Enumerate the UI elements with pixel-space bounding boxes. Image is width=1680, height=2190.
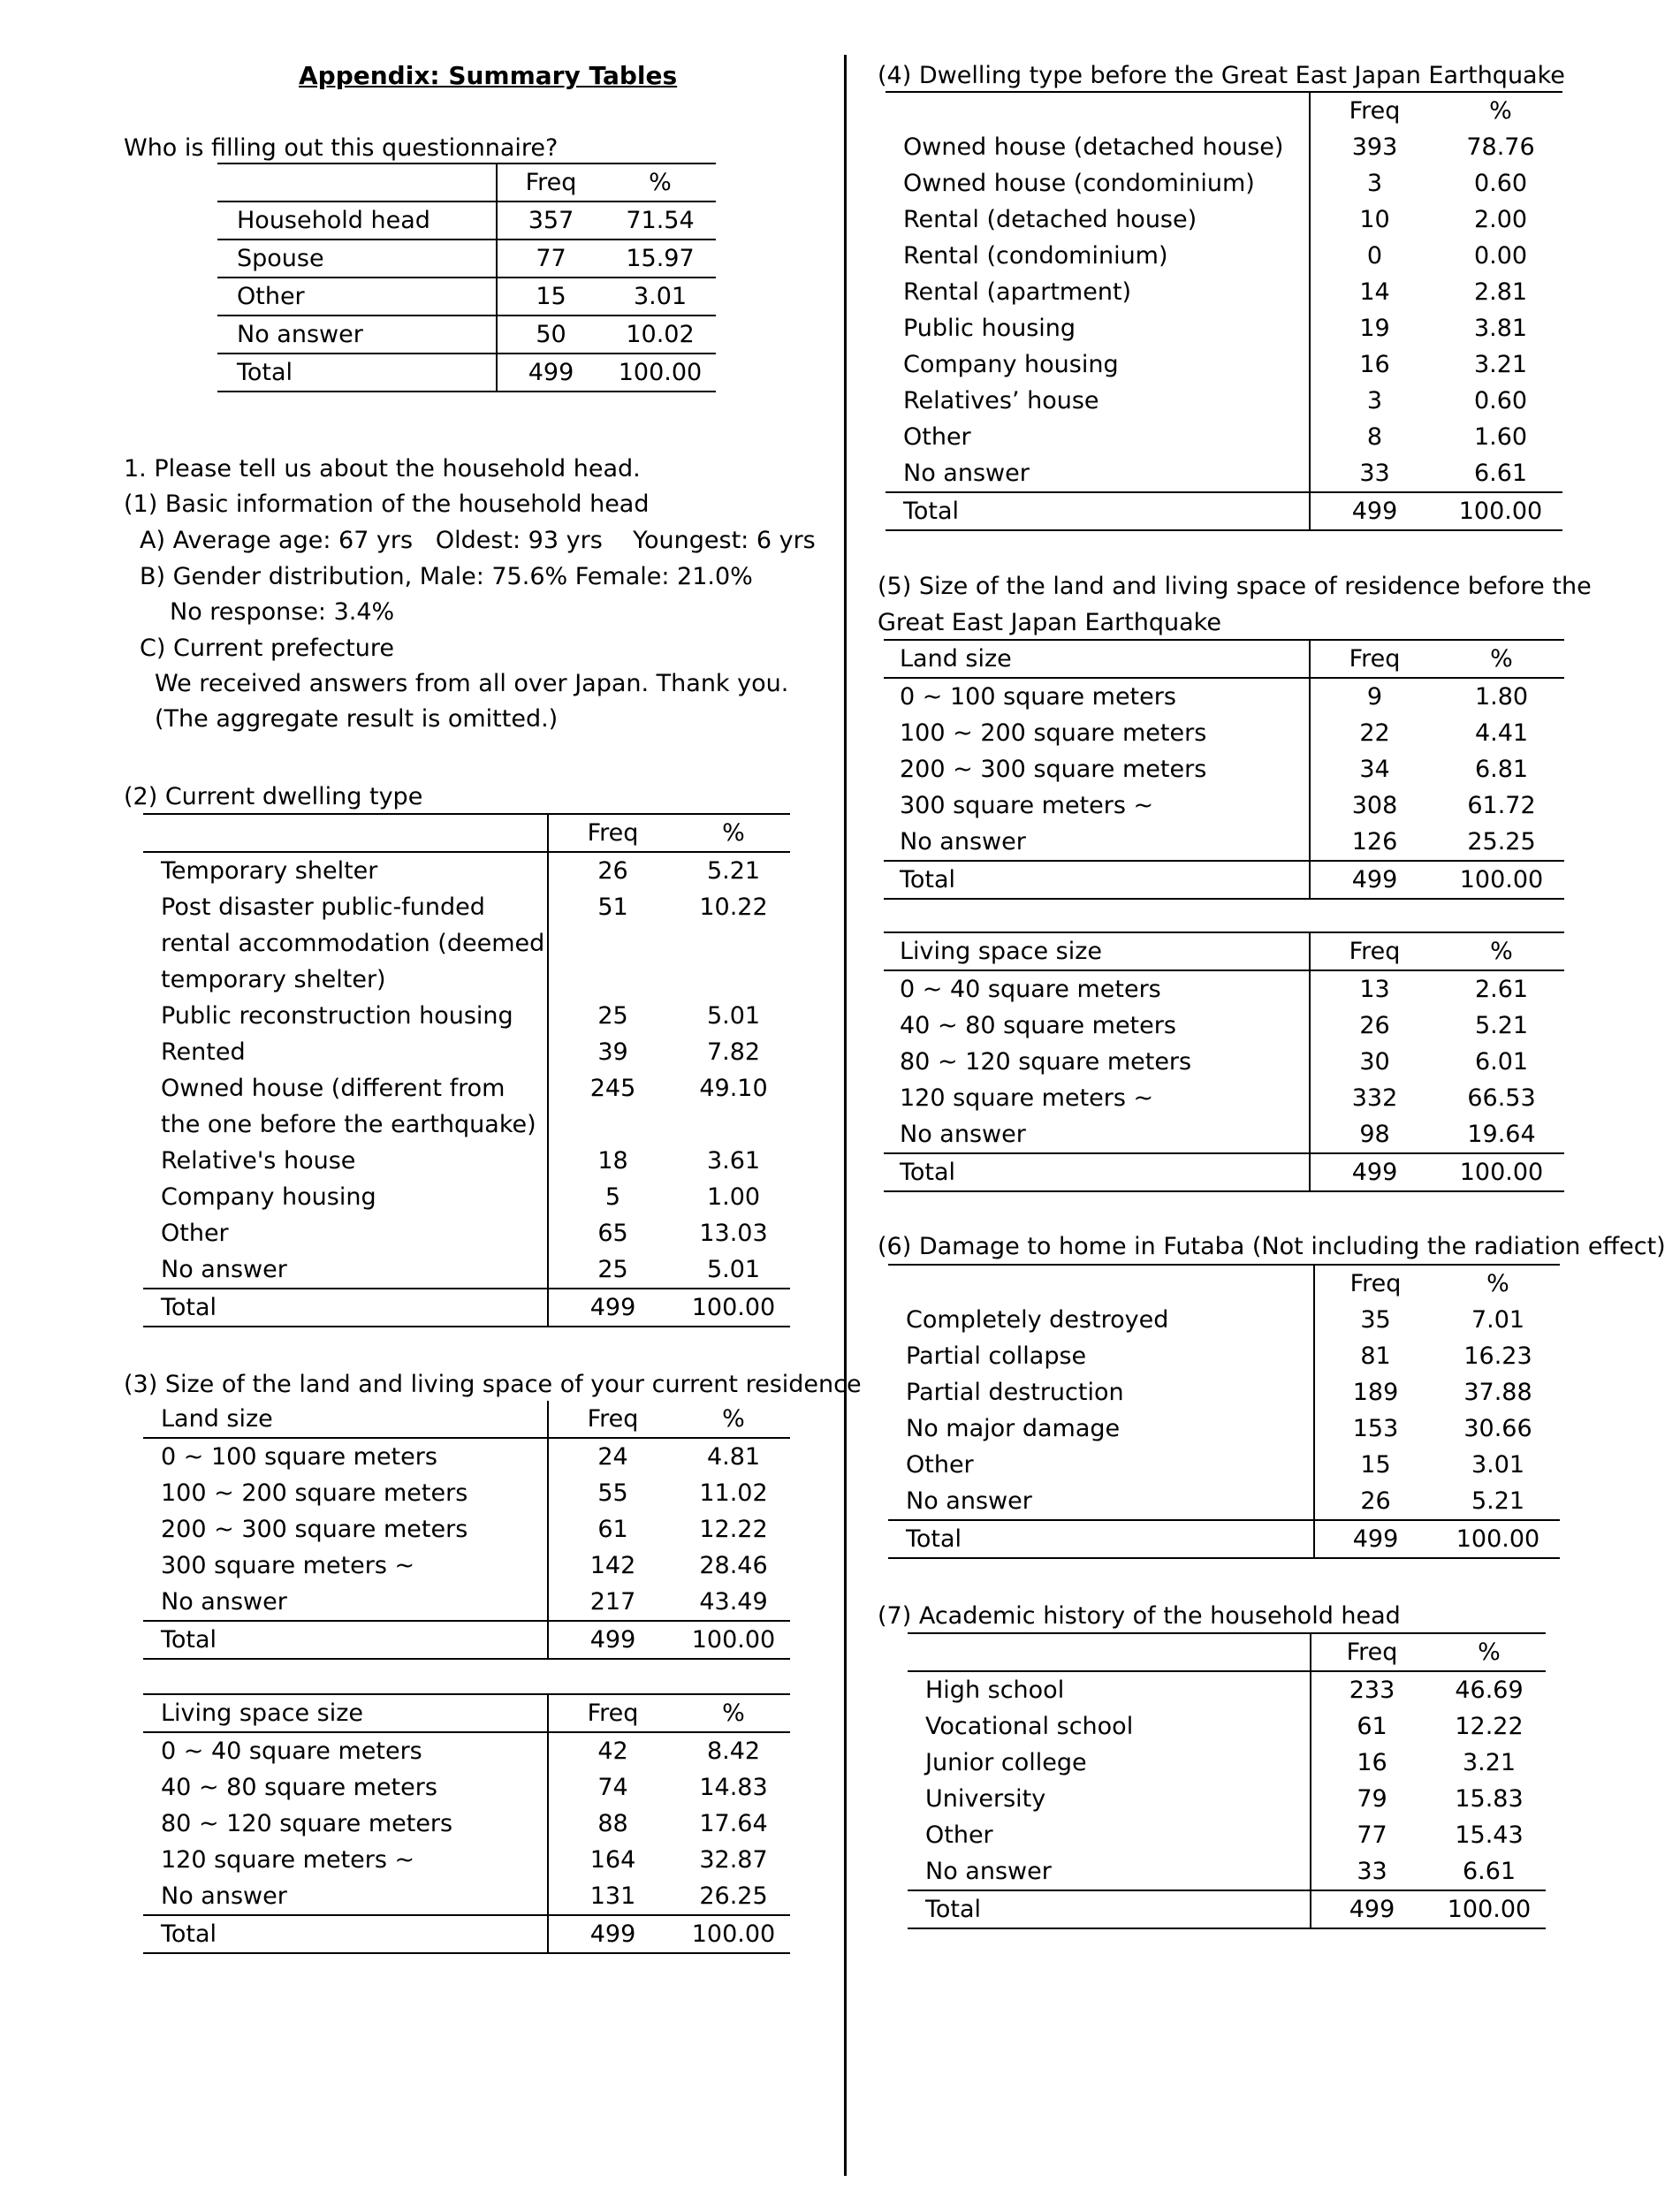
section1-line: (1) Basic information of the household head xyxy=(124,490,650,518)
table-row: 100 ~ 200 square meters 55 11.02 xyxy=(143,1475,790,1511)
table-header-row: Freq % xyxy=(908,1633,1546,1671)
table-header-row: Freq % xyxy=(886,92,1562,129)
col-freq: Freq xyxy=(497,163,604,202)
table-row: Owned house (condominium) 3 0.60 xyxy=(886,165,1562,202)
table-row: Partial destruction 189 37.88 xyxy=(888,1374,1560,1411)
table-row: No answer 217 43.49 xyxy=(143,1584,790,1621)
filler-heading: Who is filling out this questionnaire? xyxy=(124,134,559,162)
table-row: Relatives’ house 3 0.60 xyxy=(886,383,1562,419)
table-row: Relative's house 18 3.61 xyxy=(143,1143,790,1179)
table-row: 40 ~ 80 square meters 26 5.21 xyxy=(884,1008,1564,1044)
table-row: Rental (condominium) 0 0.00 xyxy=(886,238,1562,274)
table-row: No answer 25 5.01 xyxy=(143,1251,790,1289)
q7-table xyxy=(908,1632,1546,1929)
q5-living-table xyxy=(884,932,1564,1192)
table-header-row: Freq % xyxy=(143,814,790,852)
table-row: Junior college 16 3.21 xyxy=(908,1745,1546,1781)
table-total-row: Total 499 100.00 xyxy=(143,1621,790,1659)
col-pct: % xyxy=(604,163,716,202)
table-row: 0 ~ 100 square meters 24 4.81 xyxy=(143,1438,790,1475)
table-row: 120 square meters ~ 332 66.53 xyxy=(884,1080,1564,1116)
table-row: 0 ~ 40 square meters 42 8.42 xyxy=(143,1732,790,1769)
table-row: 300 square meters ~ 142 28.46 xyxy=(143,1547,790,1584)
table-row: No answer 126 25.25 xyxy=(884,824,1564,861)
table-total-row: Total 499 100.00 xyxy=(217,354,716,392)
section1-line: A) Average age: 67 yrs Oldest: 93 yrs Youngest: 6 yrs xyxy=(140,527,816,554)
q3-living-table xyxy=(143,1693,790,1954)
table-row: No answer 26 5.21 xyxy=(888,1483,1560,1520)
table-row: Other 15 3.01 xyxy=(217,278,716,316)
section1-line: C) Current prefecture xyxy=(140,635,394,662)
table-row: Rental (apartment) 14 2.81 xyxy=(886,274,1562,310)
table-row: Public reconstruction housing 25 5.01 xyxy=(143,998,790,1034)
filler-table xyxy=(217,163,716,392)
table-row: Spouse 77 15.97 xyxy=(217,240,716,278)
table-total-row: Total 499 100.00 xyxy=(886,492,1562,530)
table-row: 0 ~ 40 square meters 13 2.61 xyxy=(884,970,1564,1008)
table-total-row: Total 499 100.00 xyxy=(888,1520,1560,1558)
table-row: No answer 131 26.25 xyxy=(143,1878,790,1915)
q2-heading: (2) Current dwelling type xyxy=(124,783,423,810)
page-title: Appendix: Summary Tables xyxy=(299,61,678,90)
q4-table xyxy=(886,91,1562,531)
table-header-row: Living space size Freq % xyxy=(143,1694,790,1732)
table-row: the one before the earthquake) xyxy=(143,1106,790,1143)
q5-heading-line2: Great East Japan Earthquake xyxy=(878,609,1221,636)
table-row: No answer 50 10.02 xyxy=(217,316,716,354)
table-header-row xyxy=(217,163,716,202)
q3-heading: (3) Size of the land and living space of your current residence xyxy=(124,1371,862,1398)
table-row: Owned house (detached house) 393 78.76 xyxy=(886,129,1562,165)
column-divider xyxy=(844,55,847,2176)
table-row: Other 65 13.03 xyxy=(143,1215,790,1251)
table-row: Company housing 16 3.21 xyxy=(886,346,1562,383)
table-row: University 79 15.83 xyxy=(908,1781,1546,1817)
table-row: 80 ~ 120 square meters 88 17.64 xyxy=(143,1806,790,1842)
table-row: High school 233 46.69 xyxy=(908,1671,1546,1708)
q4-heading: (4) Dwelling type before the Great East Japan Earthquake xyxy=(878,62,1565,89)
table-row: Temporary shelter 26 5.21 xyxy=(143,852,790,889)
table-row: temporary shelter) xyxy=(143,962,790,998)
q2-table xyxy=(143,813,790,1327)
q3-land-table xyxy=(143,1401,790,1660)
table-total-row: Total 499 100.00 xyxy=(884,861,1564,899)
table-row: 0 ~ 100 square meters 9 1.80 xyxy=(884,678,1564,715)
table-row: Household head 357 71.54 xyxy=(217,202,716,240)
q7-heading: (7) Academic history of the household head xyxy=(878,1602,1401,1630)
table-row: Other 15 3.01 xyxy=(888,1447,1560,1483)
table-row: Partial collapse 81 16.23 xyxy=(888,1338,1560,1374)
q5-heading-line1: (5) Size of the land and living space of residence before the xyxy=(878,573,1592,600)
section1-line: B) Gender distribution, Male: 75.6% Female: 21.0% xyxy=(140,563,753,590)
table-row: 80 ~ 120 square meters 30 6.01 xyxy=(884,1044,1564,1080)
table-row: Other 77 15.43 xyxy=(908,1817,1546,1853)
table-row: No answer 33 6.61 xyxy=(886,455,1562,492)
table-row: 200 ~ 300 square meters 34 6.81 xyxy=(884,751,1564,787)
table-row: No answer 98 19.64 xyxy=(884,1116,1564,1153)
table-header-row: Land size Freq % xyxy=(143,1401,790,1438)
table-row: Company housing 5 1.00 xyxy=(143,1179,790,1215)
q6-table xyxy=(888,1264,1560,1559)
table-row: 40 ~ 80 square meters 74 14.83 xyxy=(143,1769,790,1806)
table-row: 300 square meters ~ 308 61.72 xyxy=(884,787,1564,824)
table-row: Other 8 1.60 xyxy=(886,419,1562,455)
section1-line: (The aggregate result is omitted.) xyxy=(155,705,559,733)
q5-land-table xyxy=(884,639,1564,900)
table-total-row: Total 499 100.00 xyxy=(884,1153,1564,1191)
table-header-row: Living space size Freq % xyxy=(884,932,1564,970)
table-row: No answer 33 6.61 xyxy=(908,1853,1546,1890)
table-row: Completely destroyed 35 7.01 xyxy=(888,1302,1560,1338)
section1-line: We received answers from all over Japan. Thank you. xyxy=(155,670,789,697)
table-row: Owned house (different from 245 49.10 xyxy=(143,1070,790,1106)
table-row: Public housing 19 3.81 xyxy=(886,310,1562,346)
table-row: Post disaster public-funded 51 10.22 xyxy=(143,889,790,925)
table-row: No major damage 153 30.66 xyxy=(888,1411,1560,1447)
table-row: Rented 39 7.82 xyxy=(143,1034,790,1070)
table-total-row: Total 499 100.00 xyxy=(908,1890,1546,1928)
table-header-row: Land size Freq % xyxy=(884,640,1564,678)
q6-heading: (6) Damage to home in Futaba (Not including the radiation effect) xyxy=(878,1233,1666,1260)
section1-line: No response: 3.4% xyxy=(170,598,395,626)
table-row: Rental (detached house) 10 2.00 xyxy=(886,202,1562,238)
table-row: rental accommodation (deemed xyxy=(143,925,790,962)
table-row: 200 ~ 300 square meters 61 12.22 xyxy=(143,1511,790,1547)
table-row: Vocational school 61 12.22 xyxy=(908,1708,1546,1745)
table-row: 120 square meters ~ 164 32.87 xyxy=(143,1842,790,1878)
table-header-row: Freq % xyxy=(888,1265,1560,1302)
table-total-row: Total 499 100.00 xyxy=(143,1915,790,1953)
table-total-row: Total 499 100.00 xyxy=(143,1289,790,1327)
table-row: 100 ~ 200 square meters 22 4.41 xyxy=(884,715,1564,751)
section1-line: 1. Please tell us about the household head. xyxy=(124,455,641,483)
